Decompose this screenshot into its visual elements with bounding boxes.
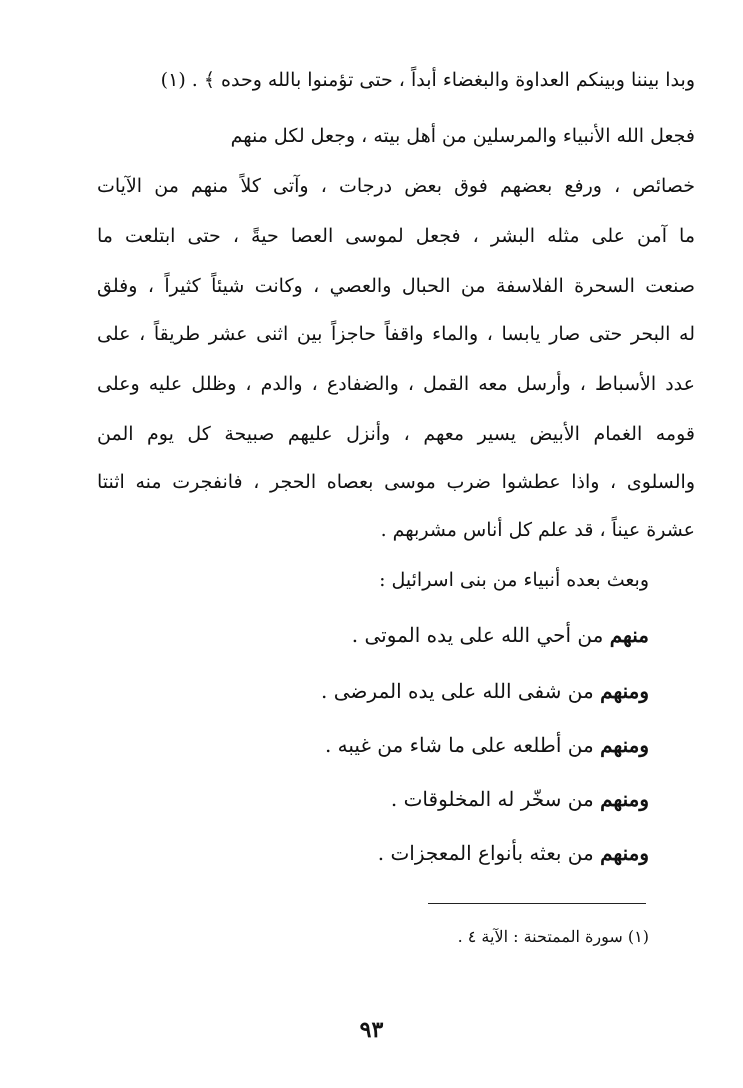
list-item	[378, 840, 649, 866]
text-line-8: قومه الغمام الأبيض يسير معهم ، وأنزل عليهم صبيحة كل يوم المن	[97, 423, 695, 445]
text-line-3: خصائص ، ورفع بعضهم فوق بعض درجات ، وآتى كلاً منهم من الآيات	[97, 175, 695, 197]
list-lead: ومنهم	[600, 679, 649, 703]
text-line-1: وبدا بيننا وبينكم العداوة والبغضاء أبداً ، حتى تؤمنوا بالله وحده ﴾ . (١)	[160, 69, 695, 91]
footnote-divider	[428, 903, 646, 904]
list-lead: منهم	[609, 623, 649, 647]
list-item	[352, 622, 649, 648]
list-lead: ومنهم	[600, 733, 649, 757]
list-text: من بعثه بأنواع المعجزات .	[377, 841, 601, 865]
list-text: من أحي الله على يده الموتى .	[351, 623, 610, 647]
list-lead: ومنهم	[600, 841, 649, 865]
text-line-7: عدد الأسباط ، وأرسل معه القمل ، والضفادع ، والدم ، وظلل عليه وعلى	[97, 373, 695, 395]
page-number: ٩٣	[359, 1017, 384, 1043]
text-line-9: والسلوى ، واذا عطشوا ضرب موسى بعصاه الحجر ، فانفجرت منه اثنتا	[97, 471, 695, 493]
list-text: من شفى الله على يده المرضى .	[321, 679, 601, 703]
list-lead: ومنهم	[600, 787, 649, 811]
list-item	[321, 678, 649, 704]
text-line-6: له البحر حتى صار يابسا ، والماء واقفاً حاجزاً بين اثنى عشر طريقاً ، على	[97, 323, 695, 345]
text-line-11: وبعث بعده أنبياء من بنى اسرائيل :	[379, 569, 649, 591]
list-item	[325, 732, 649, 758]
text-line-10: عشرة عيناً ، قد علم كل أناس مشربهم .	[380, 519, 695, 541]
list-item	[391, 786, 649, 812]
list-text: من سخّر له المخلوقات .	[390, 787, 601, 811]
text-line-2: فجعل الله الأنبياء والمرسلين من أهل بيته ، وجعل لكل منهم	[230, 125, 695, 147]
text-line-5: صنعت السحرة الفلاسفة من الحبال والعصي ، وكانت شيئاً كثيراً ، وفلق	[97, 275, 695, 297]
footnote: (١) سورة الممتحنة : الآية ٤ .	[457, 927, 649, 946]
list-text: من أطلعه على ما شاء من غيبه .	[324, 733, 601, 757]
text-line-4: ما آمن على مثله البشر ، فجعل لموسى العصا حيةً ، حتى ابتلعت ما	[97, 225, 695, 247]
